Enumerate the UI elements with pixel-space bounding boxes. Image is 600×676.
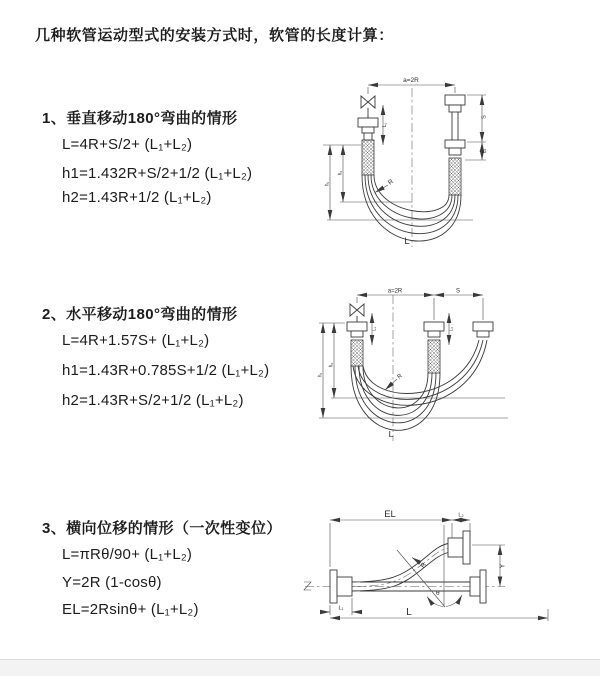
dim-label-y: Y [499, 563, 507, 569]
section-2-heading: 2、水平移动180°弯曲的情形 [42, 306, 238, 323]
valve-icon [361, 96, 375, 118]
page-title: 几种软管运动型式的安装方式时，软管的长度计算： [35, 27, 394, 44]
page-bottom-edge [0, 659, 600, 676]
section-3-formula-Y: Y=2R (1-cosθ) [62, 574, 162, 591]
dim-label-theta: θ [436, 590, 440, 597]
valve-icon [350, 304, 364, 322]
dimension-l1 [324, 598, 358, 615]
section-1-formula-h2: h2=1.43R+1/2 (L₁+L₂) [62, 189, 212, 206]
section-2-formula-h1: h1=1.43R+0.785S+1/2 (L₁+L₂) [62, 362, 270, 379]
section-1-heading: 1、垂直移动180°弯曲的情形 [42, 110, 238, 127]
middle-hose-fitting [424, 322, 444, 373]
left-hose-fitting [347, 322, 367, 366]
section-3-heading: 3、横向位移的情形（一次性变位） [42, 520, 282, 537]
braided-section [351, 340, 363, 366]
dim-label-s: S [455, 288, 461, 295]
dim-label-a2r: a=2R [387, 288, 403, 295]
section-3-formula-EL: EL=2Rsinθ+ (L₁+L₂) [62, 601, 199, 618]
dim-label-l1: L₁ [382, 122, 388, 128]
section-3-formula-L: L=πRθ/90+ (L₁+L₂) [62, 546, 193, 563]
dim-label-h1: h₁ [317, 372, 324, 378]
right-hose-fitting [445, 95, 465, 195]
section-1-formula-L: L=4R+S/2+ (L₁+L₂) [62, 136, 193, 153]
dimension-l [330, 607, 548, 621]
hose-s-curve [352, 544, 448, 592]
dim-label-r: R [396, 373, 404, 381]
braided-section [362, 140, 374, 175]
radius-callout [385, 373, 404, 390]
dim-label-el: EL [384, 509, 396, 520]
section-2-formula-h2: h2=1.43R+S/2+1/2 (L₁+L₂) [62, 392, 244, 409]
dim-label-h2: h₂ [328, 362, 335, 368]
centerline-symbol [304, 582, 311, 590]
dim-label-h1: h₁ [324, 181, 331, 187]
dim-label-r: R [419, 561, 429, 570]
raised-flange [448, 531, 470, 564]
radius-callout [412, 558, 428, 570]
dim-label-l2: L₂ [481, 148, 488, 154]
dim-label-s: S [481, 115, 488, 119]
dimension-s-l2 [465, 95, 488, 160]
dim-label-l: L [404, 236, 410, 247]
left-flange [330, 570, 352, 603]
dim-label-l: L [388, 429, 394, 439]
hose-u-bend-curves [362, 175, 461, 241]
dim-label-l: L [406, 607, 412, 618]
diagram-horizontal-180-bend [315, 283, 545, 448]
dimension-l1 [382, 105, 388, 145]
section-1-formula-h1: h1=1.432R+S/2+1/2 (L₁+L₂) [62, 165, 253, 182]
left-hose-fitting [358, 118, 378, 175]
dim-label-h2: h₂ [337, 170, 344, 176]
dim-label-l2: L₂ [458, 512, 464, 519]
dim-label-r: R [386, 178, 395, 187]
braided-section [428, 340, 440, 373]
right-hose-fitting [473, 322, 493, 337]
braided-section [449, 158, 461, 195]
diagram-lateral-displacement [300, 505, 565, 645]
dimension-a2r [368, 77, 455, 94]
dimension-a2r-s [357, 289, 483, 321]
section-2-formula-L: L=4R+1.57S+ (L₁+L₂) [62, 332, 210, 349]
dim-label-l1: L₁ [338, 605, 344, 612]
dim-label-l2: L₂ [448, 326, 454, 332]
dim-label-l1: L₁ [371, 326, 377, 332]
diagram-vertical-180-bend [315, 72, 540, 257]
dim-label-a2r: a=2R [403, 77, 419, 84]
dimension-el [330, 509, 452, 570]
